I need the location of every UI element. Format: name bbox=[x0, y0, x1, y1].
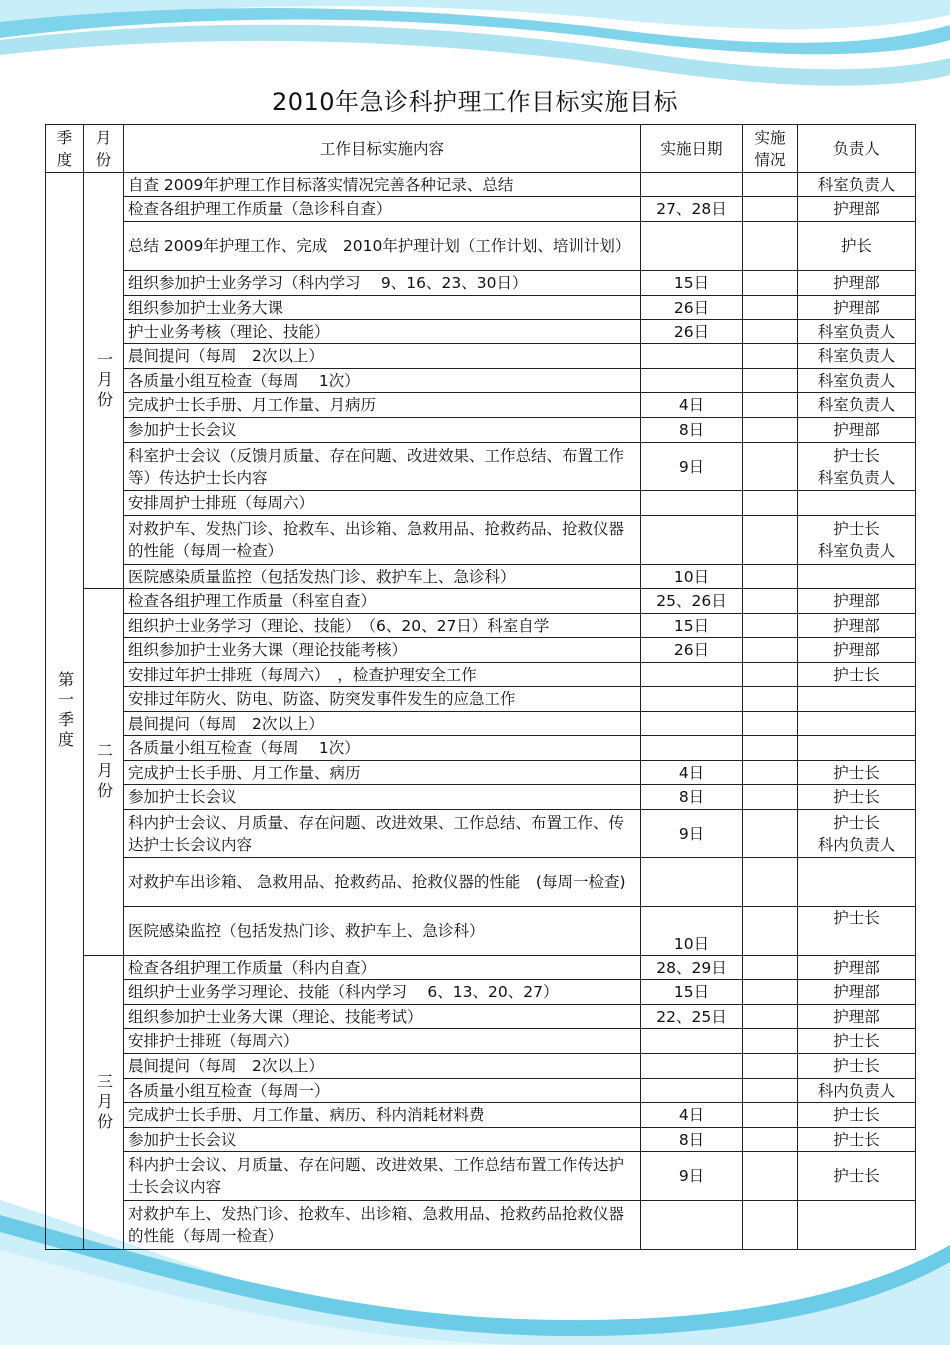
task-owner bbox=[798, 736, 916, 761]
task-owner: 科室负责人 bbox=[798, 320, 916, 344]
task-date: 9日 bbox=[641, 810, 743, 858]
task-content: 晨间提问（每周 2次以上） bbox=[124, 1054, 641, 1079]
task-status bbox=[743, 296, 798, 320]
task-status bbox=[743, 663, 798, 687]
task-owner: 科内负责人 bbox=[798, 1079, 916, 1103]
task-content: 对救护车出诊箱、 急救用品、抢救药品、抢救仪器的性能 (每周一检查) bbox=[124, 858, 641, 907]
task-owner: 科室负责人 bbox=[798, 393, 916, 418]
table-row bbox=[46, 1054, 916, 1079]
task-content: 医院感染监控（包括发热门诊、救护车上、急诊科） bbox=[124, 907, 641, 956]
task-owner: 护士长 bbox=[798, 761, 916, 785]
task-owner: 护士长 bbox=[798, 1103, 916, 1128]
task-status bbox=[743, 736, 798, 761]
task-status bbox=[743, 1128, 798, 1152]
task-content: 组织护士业务学习理论、技能（科内学习 6、13、20、27） bbox=[124, 980, 641, 1005]
task-date bbox=[641, 712, 743, 736]
task-status bbox=[743, 271, 798, 296]
task-status bbox=[743, 393, 798, 418]
task-date: 10日 bbox=[641, 907, 743, 956]
plan-table-body bbox=[46, 173, 916, 1250]
task-status bbox=[743, 197, 798, 222]
task-status bbox=[743, 1152, 798, 1201]
task-owner: 护理部 bbox=[798, 638, 916, 663]
task-date: 9日 bbox=[641, 1152, 743, 1201]
task-owner: 护士长 bbox=[798, 785, 916, 810]
task-date: 4日 bbox=[641, 1103, 743, 1128]
task-content: 晨间提问（每周 2次以上） bbox=[124, 344, 641, 369]
task-content: 对救护车、发热门诊、抢救车、出诊箱、急救用品、抢救药品、抢救仪器的性能（每周一检查） bbox=[124, 516, 641, 565]
task-content: 检查各组护理工作质量（急诊科自查） bbox=[124, 197, 641, 222]
task-status bbox=[743, 516, 798, 565]
plan-table bbox=[45, 124, 916, 1250]
task-content: 各质量小组互检查（每周 1次） bbox=[124, 736, 641, 761]
task-status bbox=[743, 638, 798, 663]
task-content: 科内护士会议、月质量、存在问题、改进效果、工作总结布置工作传达护士长会议内容 bbox=[124, 1152, 641, 1201]
table-row bbox=[46, 320, 916, 344]
table-row bbox=[46, 736, 916, 761]
task-content: 晨间提问（每周 2次以上） bbox=[124, 712, 641, 736]
task-content: 安排周护士排班（每周六） bbox=[124, 491, 641, 516]
task-content: 组织参加护士业务大课（理论、技能考试） bbox=[124, 1005, 641, 1029]
task-owner: 护士长 bbox=[798, 1152, 916, 1201]
task-owner: 护士长 科室负责人 bbox=[798, 516, 916, 565]
task-owner: 护士长 科室负责人 bbox=[798, 443, 916, 491]
task-date: 10日 bbox=[641, 565, 743, 589]
table-row bbox=[46, 369, 916, 393]
task-status bbox=[743, 369, 798, 393]
header-row bbox=[46, 125, 916, 173]
task-owner: 护长 bbox=[798, 222, 916, 271]
task-date: 26日 bbox=[641, 638, 743, 663]
season-cell: 第一季度 bbox=[46, 173, 84, 1250]
table-row bbox=[46, 418, 916, 443]
task-content: 安排过年防火、防电、防盗、防突发事件发生的应急工作 bbox=[124, 687, 641, 712]
task-owner: 护理部 bbox=[798, 197, 916, 222]
task-status bbox=[743, 418, 798, 443]
task-owner: 护士长 bbox=[798, 907, 916, 956]
task-owner: 护士长 bbox=[798, 1054, 916, 1079]
task-date bbox=[641, 1201, 743, 1250]
header-content: 工作目标实施内容 bbox=[124, 125, 641, 173]
task-date bbox=[641, 173, 743, 197]
task-date: 8日 bbox=[641, 418, 743, 443]
table-row bbox=[46, 393, 916, 418]
task-owner: 科室负责人 bbox=[798, 369, 916, 393]
task-status bbox=[743, 956, 798, 980]
table-row bbox=[46, 712, 916, 736]
task-owner bbox=[798, 858, 916, 907]
task-content: 组织参加护士业务大课 bbox=[124, 296, 641, 320]
task-owner bbox=[798, 565, 916, 589]
task-content: 组织参加护士业务学习（科内学习 9、16、23、30日） bbox=[124, 271, 641, 296]
task-date: 4日 bbox=[641, 761, 743, 785]
task-date: 4日 bbox=[641, 393, 743, 418]
task-owner: 护理部 bbox=[798, 296, 916, 320]
table-row bbox=[46, 907, 916, 956]
month-cell: 一月份 bbox=[84, 173, 124, 589]
task-date: 8日 bbox=[641, 785, 743, 810]
task-content: 科室护士会议（反馈月质量、存在问题、改进效果、工作总结、布置工作等）传达护士长内容 bbox=[124, 443, 641, 491]
table-row bbox=[46, 271, 916, 296]
task-owner: 护理部 bbox=[798, 589, 916, 614]
task-content: 检查各组护理工作质量（科内自查） bbox=[124, 956, 641, 980]
task-status bbox=[743, 907, 798, 956]
table-row bbox=[46, 1029, 916, 1054]
task-status bbox=[743, 173, 798, 197]
task-owner: 科室负责人 bbox=[798, 344, 916, 369]
task-date bbox=[641, 687, 743, 712]
task-status bbox=[743, 761, 798, 785]
table-row bbox=[46, 614, 916, 638]
task-date bbox=[641, 369, 743, 393]
table-row bbox=[46, 1128, 916, 1152]
task-status bbox=[743, 614, 798, 638]
task-content: 护士业务考核（理论、技能） bbox=[124, 320, 641, 344]
task-content: 安排过年护士排班（每周六） ，检查护理安全工作 bbox=[124, 663, 641, 687]
task-status bbox=[743, 589, 798, 614]
task-status bbox=[743, 687, 798, 712]
task-date bbox=[641, 491, 743, 516]
task-status bbox=[743, 1029, 798, 1054]
table-row bbox=[46, 810, 916, 858]
task-content: 检查各组护理工作质量（科室自查） bbox=[124, 589, 641, 614]
task-status bbox=[743, 222, 798, 271]
task-content: 参加护士长会议 bbox=[124, 785, 641, 810]
task-date: 26日 bbox=[641, 320, 743, 344]
task-content: 组织参加护士业务大课（理论技能考核） bbox=[124, 638, 641, 663]
task-date bbox=[641, 1079, 743, 1103]
task-date: 15日 bbox=[641, 271, 743, 296]
task-owner bbox=[798, 491, 916, 516]
table-row bbox=[46, 1201, 916, 1250]
task-status bbox=[743, 320, 798, 344]
task-owner: 护士长 科内负责人 bbox=[798, 810, 916, 858]
header-month: 月份 bbox=[84, 125, 124, 173]
task-content: 自查 2009年护理工作目标落实情况完善各种记录、总结 bbox=[124, 173, 641, 197]
task-owner: 护士长 bbox=[798, 1128, 916, 1152]
task-date bbox=[641, 858, 743, 907]
task-owner: 护理部 bbox=[798, 980, 916, 1005]
month-cell: 三月份 bbox=[84, 956, 124, 1250]
task-date: 22、25日 bbox=[641, 1005, 743, 1029]
task-date bbox=[641, 736, 743, 761]
task-status bbox=[743, 980, 798, 1005]
table-row bbox=[46, 956, 916, 980]
task-date bbox=[641, 222, 743, 271]
task-status bbox=[743, 491, 798, 516]
month-cell: 二月份 bbox=[84, 589, 124, 956]
header-owner: 负责人 bbox=[798, 125, 916, 173]
table-row bbox=[46, 443, 916, 491]
task-content: 医院感染质量监控（包括发热门诊、救护车上、急诊科） bbox=[124, 565, 641, 589]
task-content: 各质量小组互检查（每周 1次） bbox=[124, 369, 641, 393]
table-row bbox=[46, 638, 916, 663]
table-row bbox=[46, 491, 916, 516]
task-owner bbox=[798, 1201, 916, 1250]
task-date: 8日 bbox=[641, 1128, 743, 1152]
table-row bbox=[46, 1103, 916, 1128]
task-date: 25、26日 bbox=[641, 589, 743, 614]
task-owner: 护理部 bbox=[798, 956, 916, 980]
table-row bbox=[46, 980, 916, 1005]
task-content: 参加护士长会议 bbox=[124, 1128, 641, 1152]
header-date: 实施日期 bbox=[641, 125, 743, 173]
task-content: 完成护士长手册、月工作量、病历 bbox=[124, 761, 641, 785]
table-row bbox=[46, 197, 916, 222]
table-row bbox=[46, 589, 916, 614]
table-row bbox=[46, 1005, 916, 1029]
task-status bbox=[743, 1079, 798, 1103]
task-date bbox=[641, 1029, 743, 1054]
task-status bbox=[743, 1201, 798, 1250]
table-row bbox=[46, 761, 916, 785]
document-title: 2010年急诊科护理工作目标实施目标 bbox=[271, 88, 679, 116]
task-content: 参加护士长会议 bbox=[124, 418, 641, 443]
task-owner: 护理部 bbox=[798, 1005, 916, 1029]
task-content: 科内护士会议、月质量、存在问题、改进效果、工作总结、布置工作、传达护士长会议内容 bbox=[124, 810, 641, 858]
task-status bbox=[743, 712, 798, 736]
task-date: 26日 bbox=[641, 296, 743, 320]
table-row bbox=[46, 663, 916, 687]
table-row bbox=[46, 173, 916, 197]
task-status bbox=[743, 344, 798, 369]
task-status bbox=[743, 785, 798, 810]
task-owner: 护理部 bbox=[798, 418, 916, 443]
table-row bbox=[46, 222, 916, 271]
task-status bbox=[743, 810, 798, 858]
task-status bbox=[743, 1054, 798, 1079]
task-date bbox=[641, 516, 743, 565]
task-content: 安排护士排班（每周六） bbox=[124, 1029, 641, 1054]
task-owner bbox=[798, 687, 916, 712]
header-season: 季度 bbox=[46, 125, 84, 173]
table-row bbox=[46, 1152, 916, 1201]
task-owner: 护理部 bbox=[798, 614, 916, 638]
task-content: 完成护士长手册、月工作量、月病历 bbox=[124, 393, 641, 418]
task-status bbox=[743, 858, 798, 907]
task-date bbox=[641, 1054, 743, 1079]
table-row bbox=[46, 296, 916, 320]
task-date: 28、29日 bbox=[641, 956, 743, 980]
task-status bbox=[743, 1103, 798, 1128]
task-content: 对救护车上、发热门诊、抢救车、出诊箱、急救用品、抢救药品抢救仪器的性能（每周一检查） bbox=[124, 1201, 641, 1250]
task-content: 组织护士业务学习（理论、技能） （6、20、27日）科室自学 bbox=[124, 614, 641, 638]
task-date: 15日 bbox=[641, 980, 743, 1005]
table-row bbox=[46, 785, 916, 810]
table-row bbox=[46, 1079, 916, 1103]
task-date bbox=[641, 344, 743, 369]
task-owner: 护士长 bbox=[798, 1029, 916, 1054]
task-date bbox=[641, 663, 743, 687]
task-content: 完成护士长手册、月工作量、病历、科内消耗材料费 bbox=[124, 1103, 641, 1128]
task-status bbox=[743, 565, 798, 589]
header-status: 实施情况 bbox=[743, 125, 798, 173]
task-owner bbox=[798, 712, 916, 736]
table-row bbox=[46, 687, 916, 712]
table-row bbox=[46, 858, 916, 907]
table-row bbox=[46, 516, 916, 565]
task-owner: 科室负责人 bbox=[798, 173, 916, 197]
task-status bbox=[743, 1005, 798, 1029]
task-owner: 护理部 bbox=[798, 271, 916, 296]
task-owner: 护士长 bbox=[798, 663, 916, 687]
task-date: 15日 bbox=[641, 614, 743, 638]
table-row bbox=[46, 565, 916, 589]
task-date: 9日 bbox=[641, 443, 743, 491]
task-content: 总结 2009年护理工作、完成 2010年护理计划（工作计划、培训计划） bbox=[124, 222, 641, 271]
task-status bbox=[743, 443, 798, 491]
task-date: 27、28日 bbox=[641, 197, 743, 222]
task-content: 各质量小组互检查（每周一） bbox=[124, 1079, 641, 1103]
table-row bbox=[46, 344, 916, 369]
